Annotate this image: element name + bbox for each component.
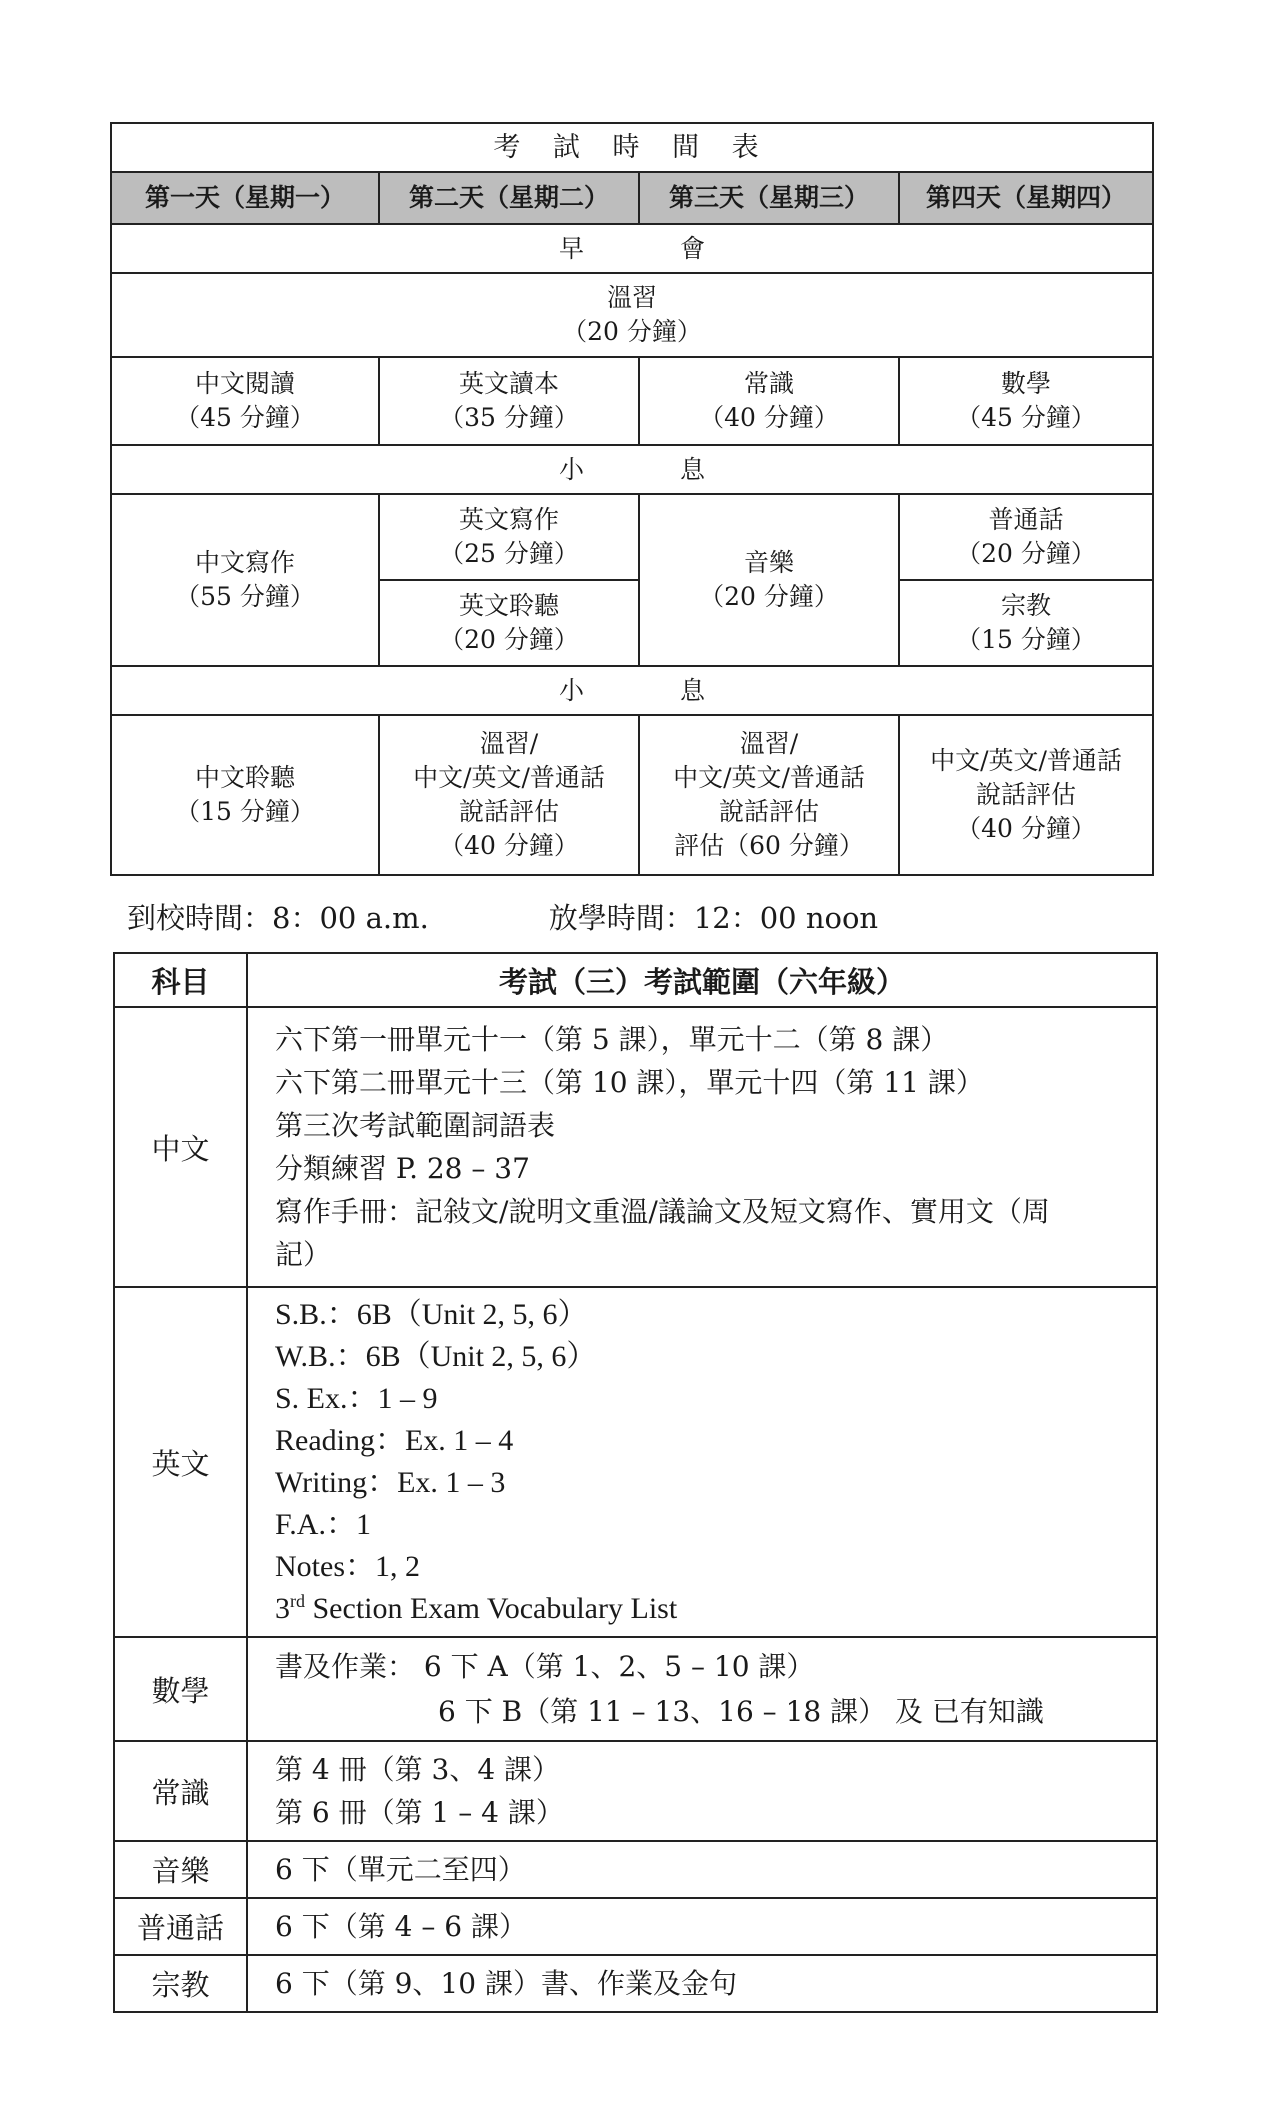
session2-day2-b: [379, 580, 639, 666]
subject-name: 音樂: [743, 548, 794, 577]
revision-band: [111, 273, 1153, 357]
break-band-2: [111, 666, 1153, 715]
session2-day3: [639, 494, 899, 666]
scope-line: 書及作業： 6 下 A（第 1、2、5 – 10 課）: [275, 1650, 815, 1683]
scope-header-title: 考試（三）考試範圍（六年級）: [247, 953, 1157, 1007]
scope-line: 第 4 冊（第 3、4 課）: [275, 1753, 561, 1786]
session2-day4-a: [899, 494, 1153, 580]
revision-duration: （20 分鐘）: [562, 317, 702, 346]
subject-duration: （55 分鐘）: [175, 582, 315, 611]
subject-name: 中文聆聽: [194, 763, 295, 792]
cell-line: （40 分鐘）: [439, 831, 579, 860]
subject-duration: （25 分鐘）: [439, 539, 579, 568]
subject-putonghua: 普通話: [114, 1898, 247, 1955]
subject-music: 音樂: [114, 1841, 247, 1898]
subject-name: 中文閱讀: [194, 369, 295, 398]
subject-name: 英文讀本: [458, 369, 559, 398]
cell-line: 評估（60 分鐘）: [674, 831, 864, 860]
assembly-band: [111, 224, 1153, 273]
subject-general-studies: 常識: [114, 1741, 247, 1841]
scope-line: 六下第二冊單元十三（第 10 課），單元十四（第 11 課）: [275, 1066, 984, 1099]
break-word-2: 息: [680, 675, 706, 705]
cell-line: 說話評估: [718, 797, 819, 826]
break-word-1: 小: [559, 675, 585, 705]
cell-line: 中文/英文/普通話: [413, 763, 605, 792]
scope-line: 記）: [275, 1238, 332, 1271]
vocab-list-line: [275, 1588, 1148, 1630]
arrival-time: 到校時間：8：00 a.m.: [127, 901, 429, 935]
session3-day1: [111, 715, 379, 875]
cell-line: （40 分鐘）: [956, 814, 1096, 843]
scope-line: 寫作手冊：記敍文/說明文重溫/議論文及短文寫作、實用文（周: [275, 1195, 1050, 1228]
vocab-ordinal: rd: [290, 1591, 305, 1611]
scope-line: 6 下 B（第 11 – 13、16 – 18 課） 及 已有知識: [438, 1695, 1044, 1728]
scope-line: W.B.：6B（Unit 2, 5, 6）: [275, 1340, 597, 1373]
session3-day2: [379, 715, 639, 875]
break-band-1: [111, 445, 1153, 494]
scope-line: Writing：Ex. 1 – 3: [275, 1466, 506, 1499]
session3-day4: [899, 715, 1153, 875]
school-times: [127, 896, 878, 937]
scope-header-subject: 科目: [114, 953, 247, 1007]
cell-line: 中文/英文/普通話: [673, 763, 865, 792]
general-studies-scope: [247, 1741, 1157, 1841]
subject-duration: （20 分鐘）: [956, 539, 1096, 568]
break-word-2: 息: [680, 454, 706, 484]
revision-name: 溫習: [607, 283, 658, 312]
session1-day3: [639, 357, 899, 445]
subject-name: 英文寫作: [458, 505, 559, 534]
scope-line: Notes：1, 2: [275, 1550, 420, 1583]
subject-chinese: 中文: [114, 1007, 247, 1287]
religion-scope: 6 下（第 9、10 課）書、作業及金句: [247, 1955, 1157, 2012]
putonghua-scope: 6 下（第 4 – 6 課）: [247, 1898, 1157, 1955]
session1-day4: [899, 357, 1153, 445]
subject-name: 數學: [1001, 369, 1052, 398]
subject-english: 英文: [114, 1287, 247, 1637]
subject-math: 數學: [114, 1637, 247, 1741]
subject-duration: （15 分鐘）: [956, 625, 1096, 654]
subject-name: 常識: [743, 369, 794, 398]
day-2-header: 第二天（星期二）: [379, 172, 639, 224]
cell-line: 說話評估: [458, 797, 559, 826]
scope-line: F.A.：1: [275, 1508, 371, 1541]
scope-line: 分類練習 P. 28 – 37: [275, 1152, 530, 1185]
timetable-title: 考 試 時 間 表: [111, 123, 1153, 172]
subject-duration: （45 分鐘）: [956, 403, 1096, 432]
subject-name: 中文寫作: [194, 548, 295, 577]
assembly-word-2: 會: [680, 233, 706, 263]
day-3-header: 第三天（星期三）: [639, 172, 899, 224]
vocab-text: Section Exam Vocabulary List: [305, 1592, 678, 1625]
cell-line: 溫習/: [479, 729, 539, 758]
session2-day1: [111, 494, 379, 666]
math-scope: [247, 1637, 1157, 1741]
chinese-scope: [247, 1007, 1157, 1287]
scope-line: 第 6 冊（第 1 – 4 課）: [275, 1796, 564, 1829]
cell-line: 說話評估: [976, 780, 1077, 809]
exam-scope-table: [113, 952, 1158, 2013]
subject-duration: （20 分鐘）: [699, 582, 839, 611]
cell-line: 中文/英文/普通話: [930, 746, 1122, 775]
day-1-header: 第一天（星期一）: [111, 172, 379, 224]
english-scope: [247, 1287, 1157, 1637]
exam-timetable: [110, 122, 1154, 876]
cell-line: 溫習/: [739, 729, 799, 758]
scope-line: 第三次考試範圍詞語表: [275, 1109, 556, 1142]
dismissal-time: 放學時間：12：00 noon: [548, 901, 879, 935]
session1-day1: [111, 357, 379, 445]
subject-name: 宗教: [1001, 591, 1052, 620]
break-word-1: 小: [559, 454, 585, 484]
scope-line: S. Ex.：1 – 9: [275, 1382, 438, 1415]
subject-name: 普通話: [988, 505, 1064, 534]
session2-day2-a: [379, 494, 639, 580]
subject-duration: （40 分鐘）: [699, 403, 839, 432]
subject-duration: （35 分鐘）: [439, 403, 579, 432]
music-scope: 6 下（單元二至四）: [247, 1841, 1157, 1898]
subject-duration: （20 分鐘）: [439, 625, 579, 654]
session3-day3: [639, 715, 899, 875]
scope-line: Reading：Ex. 1 – 4: [275, 1424, 514, 1457]
subject-duration: （45 分鐘）: [175, 403, 315, 432]
assembly-word-1: 早: [559, 233, 585, 263]
subject-religion: 宗教: [114, 1955, 247, 2012]
vocab-number: 3: [275, 1592, 290, 1625]
subject-duration: （15 分鐘）: [175, 797, 315, 826]
day-4-header: 第四天（星期四）: [899, 172, 1153, 224]
subject-name: 英文聆聽: [458, 591, 559, 620]
scope-line: 六下第一冊單元十一（第 5 課），單元十二（第 8 課）: [275, 1023, 949, 1056]
scope-line: S.B.：6B（Unit 2, 5, 6）: [275, 1298, 588, 1331]
session1-day2: [379, 357, 639, 445]
session2-day4-b: [899, 580, 1153, 666]
